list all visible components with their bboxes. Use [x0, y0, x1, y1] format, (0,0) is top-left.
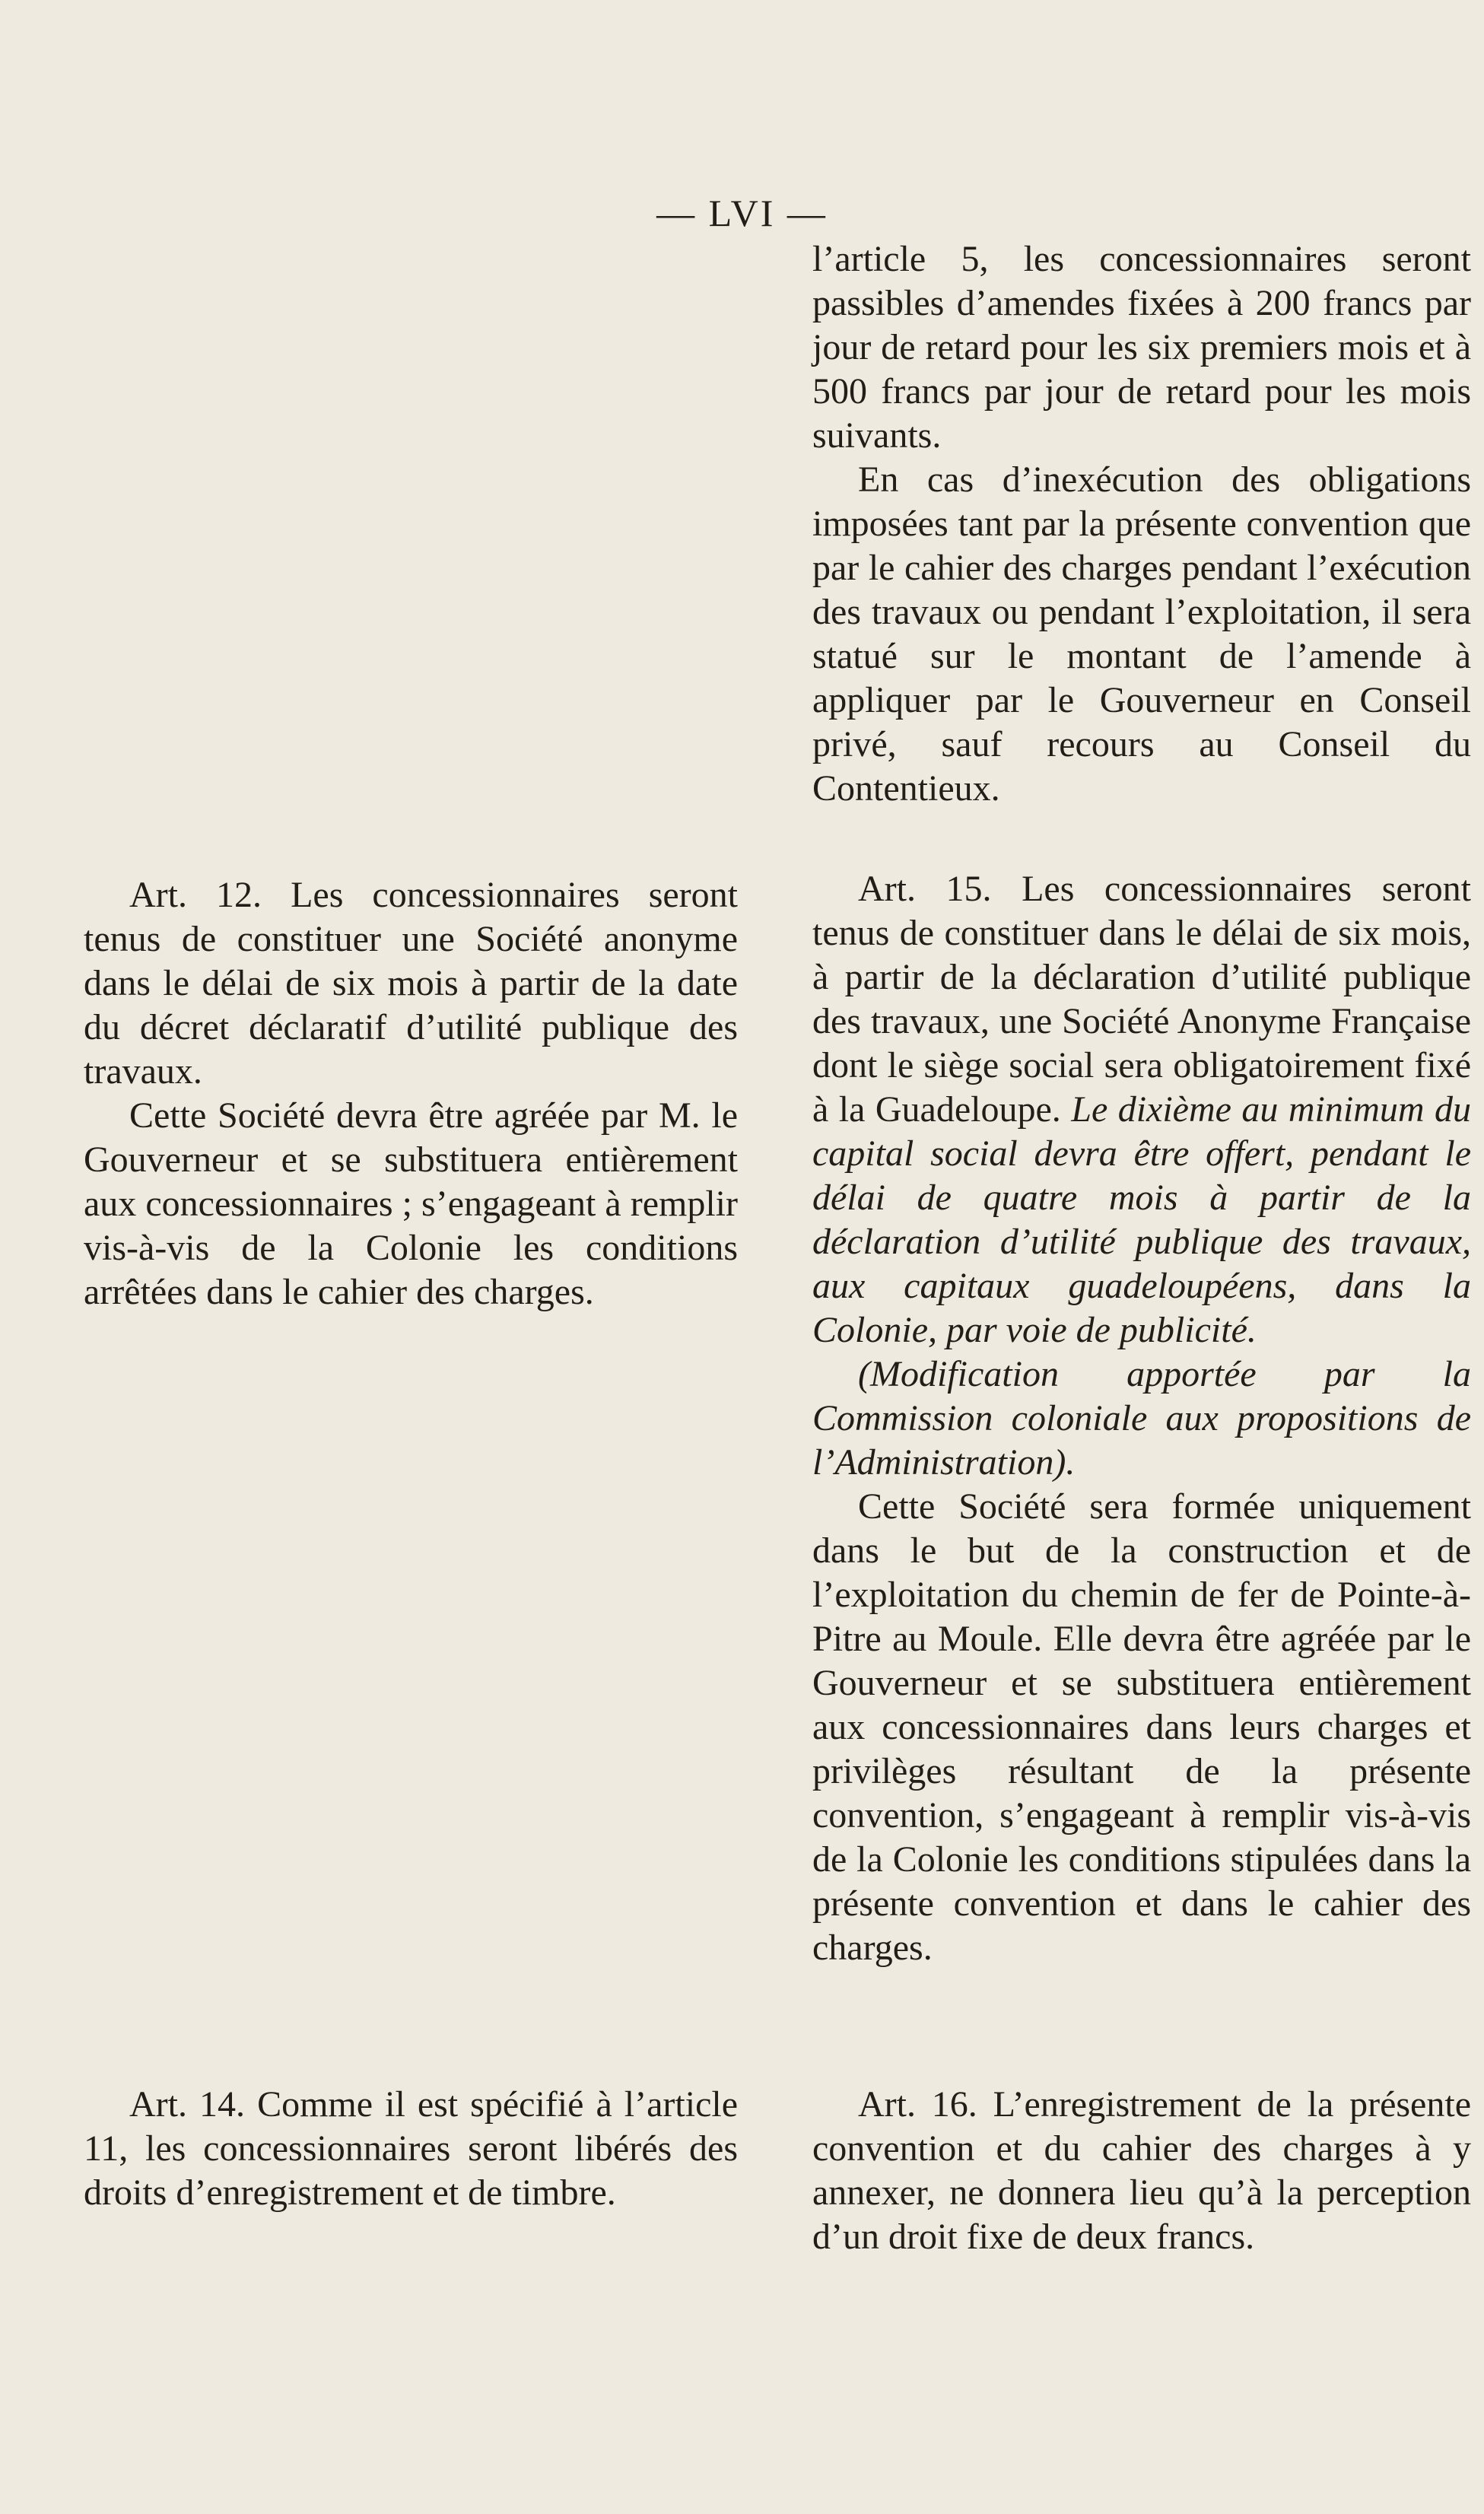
- article-15-modification-note: (Modification apportée par la Commission coloniale aux propositions de l’Administration).: [812, 1354, 1471, 1483]
- article-16-text: L’enregistrement de la présente convention et du cahier des charges à y annexer, ne donnera lieu qu’à la perception d’un droit fixe de deux francs.: [812, 2084, 1472, 2257]
- article-12-label: Art. 12.: [129, 875, 262, 915]
- article-16-paragraph: [812, 2083, 1471, 2259]
- article-12-paragraph-2: Cette Société devra être agréée par M. le Gouverneur et se substituera entièrement aux concessionnaires ; s’engageant à remplir vis-à-vis de la Colonie les conditions arrêtées dans le cahier des charges.: [84, 1095, 738, 1312]
- article-14: [84, 2083, 738, 2215]
- page-number: — LVI —: [656, 192, 828, 234]
- article-14-text: Comme il est spécifié à l’article 11, les concessionnaires seront libérés des droits d’enregistrement et de timbre.: [84, 2084, 739, 2213]
- article-15-text-italic: Le dixième au minimum du capital social devra être offert, pendant le délai de quatre mois à partir de la déclaration d’utilité publique des travaux, aux capitaux guadeloupéens, dans la Colonie, par voie de publicité.: [812, 1089, 1472, 1350]
- continuation-paragraph-1: l’article 5, les concessionnaires seront passibles d’amendes fixées à 200 francs par jour de retard pour les six premiers mois et à 500 francs par jour de retard pour les mois suivants.: [812, 239, 1471, 456]
- article-15-paragraph-1: [812, 867, 1471, 1352]
- article-16: [812, 2083, 1471, 2259]
- article-15-text-normal: Les concessionnaires seront tenus de constituer dans le délai de six mois, à partir de la déclaration d’utilité publique des travaux, une Société Anonyme Française dont le siège social sera obligatoirement fixé à la Guadeloupe.: [812, 869, 1471, 1130]
- article-14-label: Art. 14.: [129, 2084, 246, 2125]
- continuation-paragraph-2: En cas d’inexécution des obligations imposées tant par la présente convention que par le cahier des charges pendant l’exécution des travaux ou pendant l’exploitation, il sera statué sur le montant de l’amende à appliquer par le Gouverneur en Conseil privé, sauf recours au Conseil du Contentieux.: [812, 459, 1471, 809]
- article-12-text-1: Les concessionnaires seront tenus de constituer une Société anonyme dans le délai de six mois à partir de la date du décret déclaratif d’utilité publique des travaux.: [84, 875, 738, 1092]
- article-15: [812, 867, 1471, 1970]
- article-14-paragraph: [84, 2083, 738, 2215]
- article-12-paragraph-1: [84, 873, 738, 1094]
- article-12: [84, 873, 738, 1314]
- article-15-paragraph-3: Cette Société sera formée uniquement dans le but de la construction et de l’exploitation du chemin de fer de Pointe-à-Pitre au Moule. Elle devra être agréée par le Gouverneur et se substituera entièrement aux concessionnaires dans leurs charges et privilèges résultant de la présente convention, s’engageant à remplir vis-à-vis de la Colonie les conditions stipulées dans la présente convention et dans le cahier des charges.: [812, 1486, 1471, 1968]
- article-15-label: Art. 15.: [858, 869, 992, 909]
- article-continuation: [812, 237, 1471, 811]
- article-16-label: Art. 16.: [858, 2084, 977, 2125]
